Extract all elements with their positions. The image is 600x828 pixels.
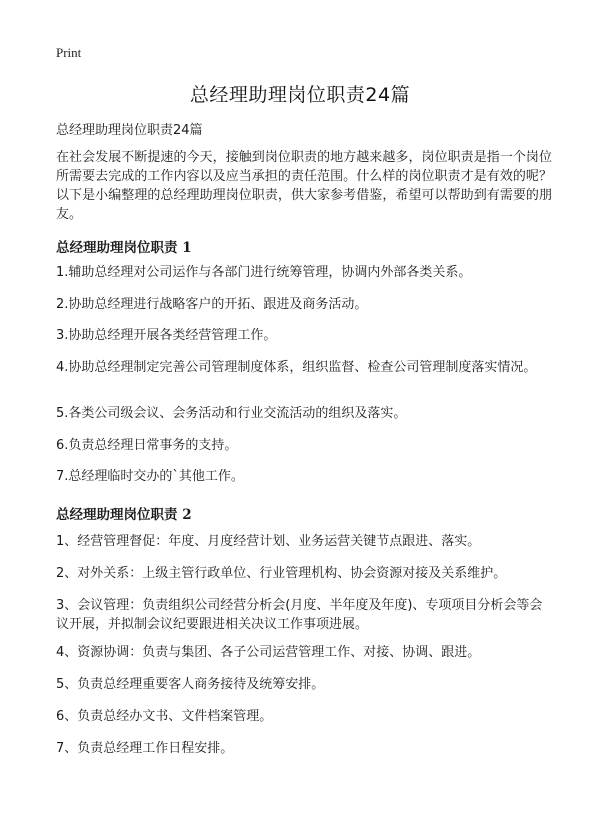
section-1-item: 7.总经理临时交办的`其他工作。 — [56, 469, 244, 484]
section-1-item: 2.协助总经理进行战略客户的开拓、跟进及商务活动。 — [56, 297, 368, 312]
document-subtitle: 总经理助理岗位职责24篇 — [56, 123, 203, 138]
section-2-heading: 总经理助理岗位职责 2 — [56, 507, 192, 523]
section-1-heading: 总经理助理岗位职责 1 — [56, 240, 192, 256]
section-2-item: 6、负责总经办文书、文件档案管理。 — [56, 709, 273, 724]
section-1-item: 5.各类公司级会议、会务活动和行业交流活动的组织及落实。 — [56, 406, 407, 421]
section-2-item: 1、经营管理督促：年度、月度经营计划、业务运营关键节点跟进、落实。 — [56, 534, 481, 549]
section-1-item: 1.辅助总经理对公司运作与各部门进行统筹管理，协调内外部各类关系。 — [56, 265, 472, 280]
section-1-item: 6.负责总经理日常事务的支持。 — [56, 438, 238, 453]
section-2-item: 7、负责总经理工作日程安排。 — [56, 741, 234, 756]
section-2-item: 5、负责总经理重要客人商务接待及统筹安排。 — [56, 677, 325, 692]
section-2-item: 3、会议管理：负责组织公司经营分析会(月度、半年度及年度)、专项项目分析会等会议开展，并拟制会议纪要跟进相关决议工作事项进展。 — [56, 598, 543, 632]
section-1-item: 4.协助总经理制定完善公司管理制度体系，组织监督、检查公司管理制度落实情况。 — [56, 360, 537, 375]
document-title: 总经理助理岗位职责24篇 — [189, 84, 411, 106]
intro-paragraph: 在社会发展不断提速的今天，接触到岗位职责的地方越来越多，岗位职责是指一个岗位所需要去完成的工作内容以及应当承担的责任范围。什么样的岗位职责才是有效的呢？以下是小编整理的总经理助理岗位职责，供大家参考借鉴，希望可以帮助到有需要的朋友。 — [56, 150, 552, 222]
section-2-item: 2、对外关系：上级主管行政单位、行业管理机构、协会资源对接及关系维护。 — [56, 566, 507, 581]
section-1-item: 3.协助总经理开展各类经营管理工作。 — [56, 328, 277, 343]
print-label: Print — [56, 45, 82, 60]
section-2-item: 4、资源协调：负责与集团、各子公司运营管理工作、对接、协调、跟进。 — [56, 645, 481, 660]
